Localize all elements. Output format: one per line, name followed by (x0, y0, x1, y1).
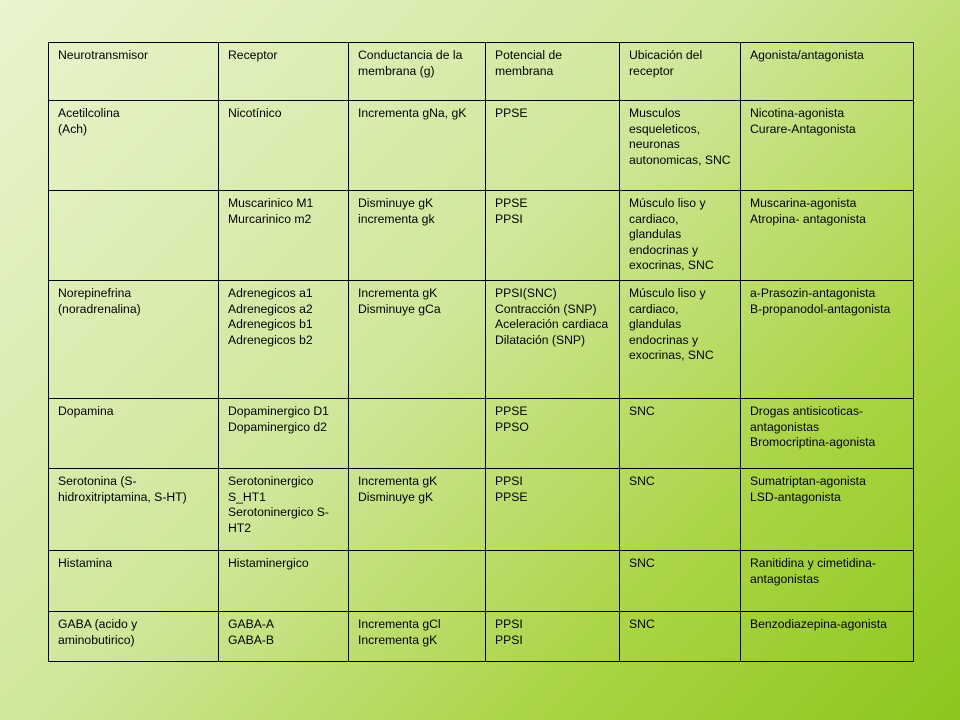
cell-line: Disminuye gK (358, 196, 434, 210)
cell-line: Dopamina (58, 404, 114, 418)
cell-line: SNC (629, 404, 655, 418)
cell-conductancia (349, 551, 486, 612)
cell-line: incrementa gk (358, 211, 435, 226)
cell-conductancia (349, 469, 486, 551)
cell-line: Incrementa gK (358, 632, 438, 647)
cell-line: SNC (629, 617, 655, 631)
cell-line: PPSI (495, 211, 523, 226)
cell-potencial (486, 612, 620, 662)
cell-line: Adrenegicos b1 (228, 317, 313, 331)
cell-agonista-antagonista (741, 399, 914, 469)
cell-line: Disminuye gCa (358, 301, 441, 316)
cell-line: PPSE (495, 489, 528, 504)
cell-line: Sumatriptan-agonista (750, 474, 866, 488)
cell-neurotransmisor (49, 191, 219, 281)
cell-conductancia (349, 101, 486, 191)
header-agonista-antagonista: Agonista/antagonista (741, 43, 914, 101)
cell-receptor (219, 399, 349, 469)
cell-line: Nicotina-agonista (750, 106, 845, 120)
cell-line: PPSI(SNC) (495, 286, 557, 300)
cell-agonista-antagonista (741, 101, 914, 191)
cell-line: Drogas antisicoticas-antagonistas (750, 404, 864, 434)
cell-line: Bromocriptina-agonista (750, 435, 876, 449)
cell-receptor (219, 469, 349, 551)
cell-line: Músculo liso y cardiaco, glandulas endocrinas y exocrinas, SNC (629, 196, 714, 272)
cell-conductancia (349, 281, 486, 399)
header-ubicacion: Ubicación del receptor (620, 43, 741, 101)
cell-line: GABA-A (228, 617, 275, 631)
cell-line: SNC (629, 556, 655, 570)
cell-ubicacion (620, 399, 741, 469)
cell-line: Dopaminergico D1 (228, 404, 329, 418)
cell-potencial (486, 551, 620, 612)
cell-agonista-antagonista (741, 191, 914, 281)
cell-neurotransmisor (49, 551, 219, 612)
cell-neurotransmisor (49, 612, 219, 662)
cell-line: Benzodiazepina-agonista (750, 617, 887, 631)
cell-potencial (486, 469, 620, 551)
cell-line: PPSE (495, 196, 528, 210)
cell-line: a-Prasozin-antagonista (750, 286, 876, 300)
cell-ubicacion (620, 469, 741, 551)
cell-line: PPSE (495, 404, 528, 418)
cell-agonista-antagonista (741, 469, 914, 551)
table-row (49, 612, 914, 662)
neurotransmitter-table (48, 42, 914, 662)
cell-line: Incrementa gK (358, 286, 438, 300)
table-row (49, 191, 914, 281)
cell-line: Aceleración cardiaca (495, 317, 609, 331)
cell-line: Músculo liso y cardiaco, glandulas endocrinas y exocrinas, SNC (629, 286, 714, 362)
header-receptor: Receptor (219, 43, 349, 101)
cell-potencial (486, 281, 620, 399)
cell-line: Norepinefrina (noradrenalina) (58, 286, 141, 316)
table-row (49, 469, 914, 551)
cell-ubicacion (620, 551, 741, 612)
cell-line: Nicotínico (228, 106, 282, 120)
cell-line: Acetilcolina (58, 106, 120, 120)
cell-line: Adrenegicos a2 (228, 301, 313, 316)
cell-conductancia (349, 612, 486, 662)
cell-conductancia (349, 191, 486, 281)
header-potencial: Potencial de membrana (486, 43, 620, 101)
cell-line: PPSE (495, 106, 528, 120)
cell-ubicacion (620, 101, 741, 191)
cell-ubicacion (620, 281, 741, 399)
table-body (49, 101, 914, 662)
cell-ubicacion (620, 191, 741, 281)
cell-line: B-propanodol-antagonista (750, 301, 891, 316)
cell-neurotransmisor (49, 101, 219, 191)
table-row (49, 399, 914, 469)
cell-ubicacion (620, 612, 741, 662)
cell-receptor (219, 281, 349, 399)
cell-line: PPSI (495, 474, 523, 488)
header-conductancia: Conductancia de la membrana (g) (349, 43, 486, 101)
cell-line: GABA (acido y aminobutirico) (58, 617, 138, 647)
table-row (49, 101, 914, 191)
cell-line: Histaminergico (228, 556, 309, 570)
table-row (49, 551, 914, 612)
cell-line: Ranitidina y cimetidina-antagonistas (750, 556, 876, 586)
cell-line: Histamina (58, 556, 113, 570)
cell-line: (Ach) (58, 121, 88, 136)
cell-line: PPSI (495, 617, 523, 631)
cell-line: Musculos esqueleticos, neuronas autonomicas, SNC (629, 106, 731, 167)
cell-line: Serotoninergico S-HT2 (228, 505, 329, 535)
cell-agonista-antagonista (741, 281, 914, 399)
cell-line: Muscarina-agonista (750, 196, 857, 210)
cell-potencial (486, 191, 620, 281)
header-row (49, 43, 914, 101)
cell-receptor (219, 191, 349, 281)
cell-line: Disminuye gK (358, 489, 434, 504)
cell-line: SNC (629, 474, 655, 488)
cell-agonista-antagonista (741, 551, 914, 612)
cell-line: Muscarinico M1 (228, 196, 314, 210)
cell-receptor (219, 612, 349, 662)
header-neurotransmisor: Neurotransmisor (49, 43, 219, 101)
cell-receptor (219, 551, 349, 612)
cell-line: Dopaminergico d2 (228, 419, 327, 434)
cell-line: Adrenegicos a1 (228, 286, 313, 300)
cell-line: Incrementa gNa, gK (358, 106, 467, 120)
table-row (49, 281, 914, 399)
cell-receptor (219, 101, 349, 191)
cell-line: PPSO (495, 419, 529, 434)
cell-neurotransmisor (49, 469, 219, 551)
cell-line: Curare-Antagonista (750, 121, 856, 136)
cell-line: Murcarinico m2 (228, 211, 312, 226)
cell-agonista-antagonista (741, 612, 914, 662)
cell-line: Adrenegicos b2 (228, 332, 313, 347)
cell-line: Contracción (SNP) (495, 301, 597, 316)
cell-line: Serotonina (S-hidroxitriptamina, S-HT) (58, 474, 187, 504)
cell-neurotransmisor (49, 399, 219, 469)
cell-potencial (486, 399, 620, 469)
cell-line: Dilatación (SNP) (495, 332, 586, 347)
cell-line: Atropina- antagonista (750, 211, 866, 226)
cell-line: LSD-antagonista (750, 489, 841, 504)
cell-line: GABA-B (228, 632, 275, 647)
cell-conductancia (349, 399, 486, 469)
cell-line: Serotoninergico S_HT1 (228, 474, 314, 504)
cell-neurotransmisor (49, 281, 219, 399)
cell-potencial (486, 101, 620, 191)
cell-line: Incrementa gK (358, 474, 438, 488)
cell-line: Incrementa gCl (358, 617, 441, 631)
cell-line: PPSI (495, 632, 523, 647)
